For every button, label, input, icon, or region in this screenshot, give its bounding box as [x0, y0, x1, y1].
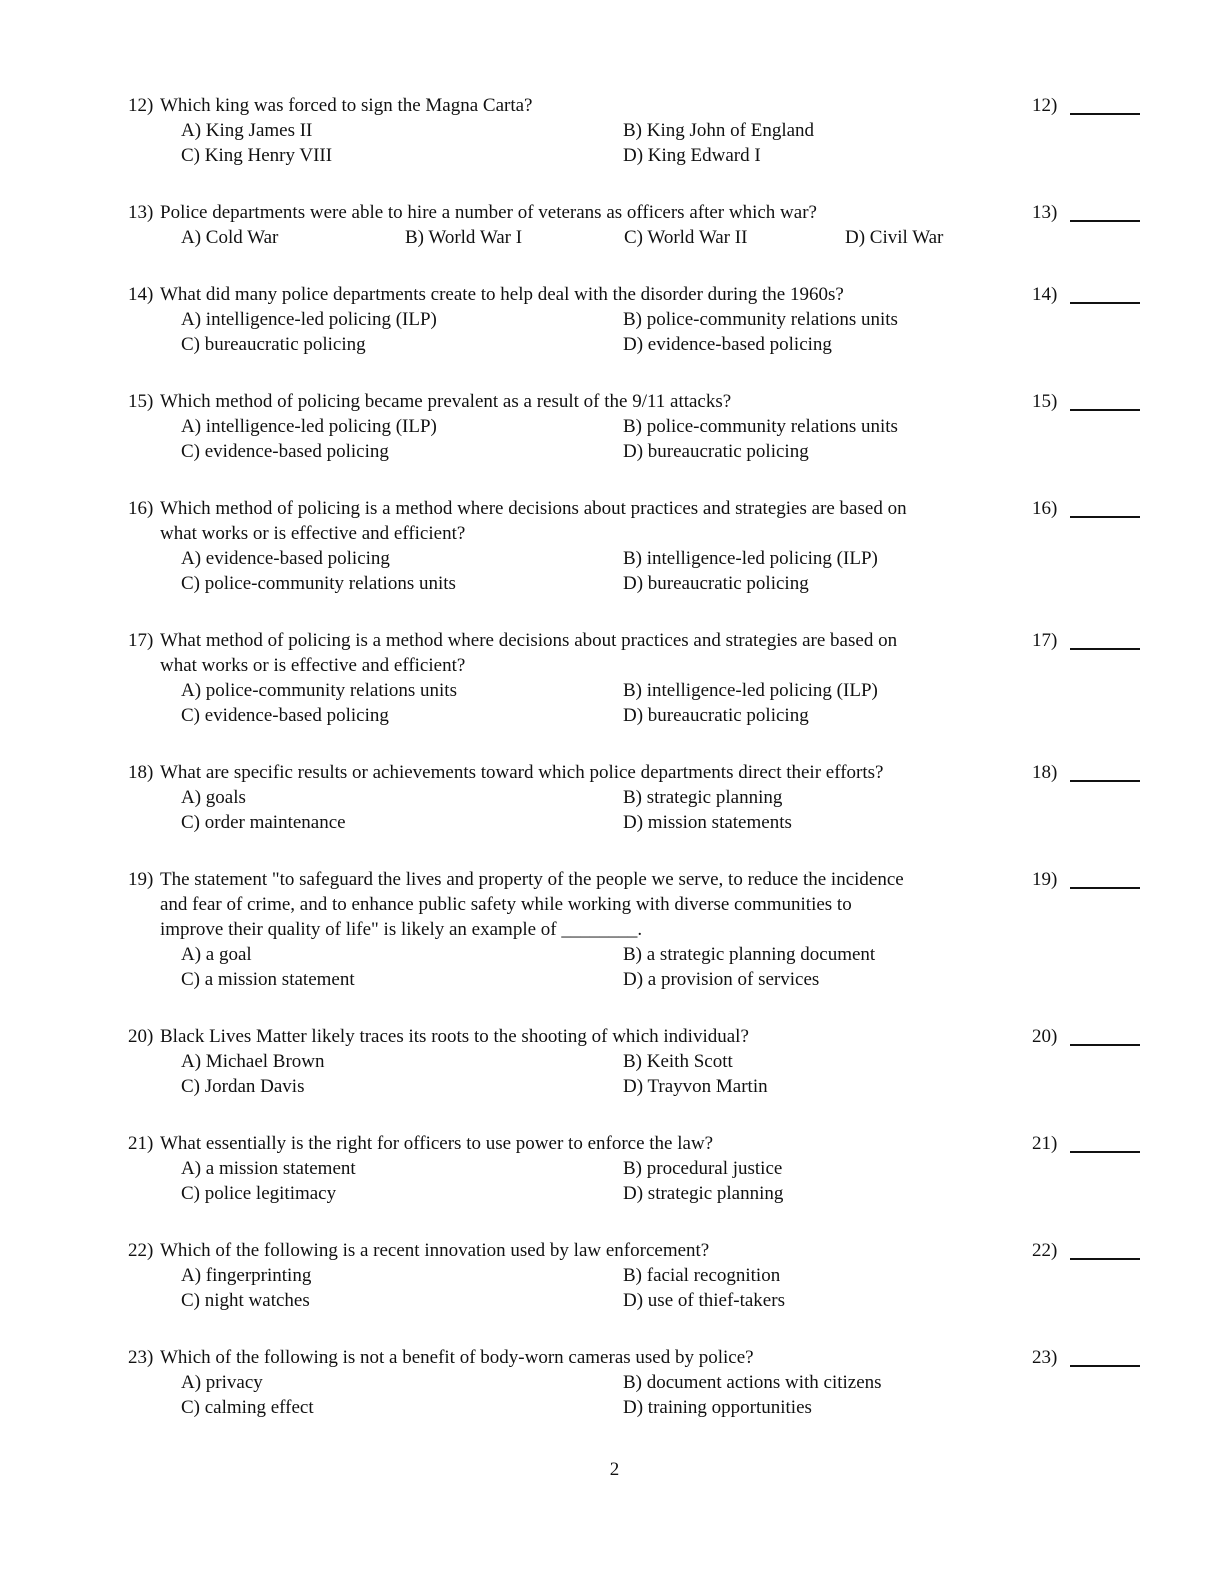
options: [181, 1370, 1021, 1420]
option-c[interactable]: C) police-community relations units: [181, 573, 456, 594]
answer-number: 14): [1032, 284, 1058, 305]
answer-line: [1070, 1044, 1140, 1046]
options: [181, 942, 1021, 992]
option-b[interactable]: B) strategic planning: [623, 787, 783, 808]
options: [181, 546, 1021, 596]
option-c[interactable]: C) evidence-based policing: [181, 705, 389, 726]
question-stem: [128, 200, 1040, 225]
answer-line: [1070, 516, 1140, 518]
question-stem: [128, 867, 1040, 942]
answer-blank[interactable]: [1032, 628, 1142, 653]
option-a[interactable]: A) intelligence-led policing (ILP): [181, 309, 437, 330]
question-number: 20): [128, 1026, 154, 1047]
question-stem: [128, 1024, 1040, 1049]
answer-blank[interactable]: [1032, 200, 1142, 225]
answer-blank[interactable]: [1032, 867, 1142, 892]
option-a[interactable]: A) police-community relations units: [181, 680, 457, 701]
question-number: 22): [128, 1240, 154, 1261]
question-stem: [128, 1238, 1040, 1263]
answer-blank[interactable]: [1032, 1345, 1142, 1370]
answer-blank[interactable]: [1032, 389, 1142, 414]
answer-line: [1070, 887, 1140, 889]
question-20: [128, 1024, 1148, 1099]
stem-line: Which king was forced to sign the Magna Carta?: [160, 95, 533, 116]
option-b[interactable]: B) a strategic planning document: [623, 944, 876, 965]
question-number: 13): [128, 202, 154, 223]
answer-blank[interactable]: [1032, 1131, 1142, 1156]
option-d[interactable]: D) use of thief-takers: [623, 1290, 785, 1311]
stem-line: what works or is effective and efficient?: [160, 523, 466, 544]
option-a[interactable]: A) fingerprinting: [181, 1265, 312, 1286]
option-d[interactable]: D) bureaucratic policing: [623, 441, 809, 462]
option-b[interactable]: B) police-community relations units: [623, 309, 898, 330]
question-stem: [128, 1345, 1040, 1370]
question-14: [128, 282, 1148, 357]
question-22: [128, 1238, 1148, 1313]
option-c[interactable]: C) World War II: [624, 227, 748, 248]
answer-blank[interactable]: [1032, 93, 1142, 118]
question-23: [128, 1345, 1148, 1420]
answer-line: [1070, 1151, 1140, 1153]
question-number: 21): [128, 1133, 154, 1154]
options: [181, 225, 1021, 250]
option-a[interactable]: A) goals: [181, 787, 246, 808]
option-d[interactable]: D) bureaucratic policing: [623, 705, 809, 726]
option-b[interactable]: B) intelligence-led policing (ILP): [623, 548, 878, 569]
stem-line: What essentially is the right for officers to use power to enforce the law?: [160, 1133, 714, 1154]
question-stem: [128, 389, 1040, 414]
option-a[interactable]: A) privacy: [181, 1372, 263, 1393]
answer-number: 12): [1032, 95, 1058, 116]
question-12: [128, 93, 1148, 168]
option-c[interactable]: C) calming effect: [181, 1397, 314, 1418]
answer-blank[interactable]: [1032, 760, 1142, 785]
answer-line: [1070, 409, 1140, 411]
option-c[interactable]: C) police legitimacy: [181, 1183, 337, 1204]
answer-number: 19): [1032, 869, 1058, 890]
question-stem: [128, 760, 1040, 785]
option-c[interactable]: C) Jordan Davis: [181, 1076, 305, 1097]
options: [181, 1263, 1021, 1313]
stem-line: Which method of policing is a method where decisions about practices and strategies are based on: [160, 498, 907, 519]
option-b[interactable]: B) police-community relations units: [623, 416, 898, 437]
answer-number: 15): [1032, 391, 1058, 412]
option-a[interactable]: A) a mission statement: [181, 1158, 356, 1179]
option-c[interactable]: C) night watches: [181, 1290, 310, 1311]
answer-number: 18): [1032, 762, 1058, 783]
answer-number: 20): [1032, 1026, 1058, 1047]
option-c[interactable]: C) bureaucratic policing: [181, 334, 366, 355]
stem-line: What did many police departments create to help deal with the disorder during the 1960s?: [160, 284, 844, 305]
answer-line: [1070, 648, 1140, 650]
stem-line: The statement "to safeguard the lives and property of the people we serve, to reduce the incidence: [160, 869, 904, 890]
answer-number: 21): [1032, 1133, 1058, 1154]
option-d[interactable]: D) a provision of services: [623, 969, 820, 990]
options: [181, 307, 1021, 357]
option-d[interactable]: D) King Edward I: [623, 145, 761, 166]
options: [181, 1049, 1021, 1099]
option-d[interactable]: D) strategic planning: [623, 1183, 784, 1204]
option-b[interactable]: B) World War I: [405, 227, 523, 248]
question-19: [128, 867, 1148, 992]
answer-line: [1070, 220, 1140, 222]
answer-number: 16): [1032, 498, 1058, 519]
option-d[interactable]: D) evidence-based policing: [623, 334, 832, 355]
question-16: [128, 496, 1148, 596]
question-number: 14): [128, 284, 154, 305]
stem-line: what works or is effective and efficient?: [160, 655, 466, 676]
answer-line: [1070, 302, 1140, 304]
option-d[interactable]: D) mission statements: [623, 812, 792, 833]
option-d[interactable]: D) Trayvon Martin: [623, 1076, 768, 1097]
option-a[interactable]: A) a goal: [181, 944, 252, 965]
option-d[interactable]: D) training opportunities: [623, 1397, 812, 1418]
options: [181, 118, 1021, 168]
answer-blank[interactable]: [1032, 496, 1142, 521]
stem-line: What are specific results or achievements toward which police departments direct their efforts?: [160, 762, 884, 783]
stem-line: What method of policing is a method where decisions about practices and strategies are based on: [160, 630, 898, 651]
answer-number: 13): [1032, 202, 1058, 223]
stem-line: Police departments were able to hire a number of veterans as officers after which war?: [160, 202, 817, 223]
option-a[interactable]: A) evidence-based policing: [181, 548, 390, 569]
stem-line: improve their quality of life" is likely an example of ________.: [160, 919, 643, 940]
question-number: 23): [128, 1347, 154, 1368]
options: [181, 1156, 1021, 1206]
question-17: [128, 628, 1148, 728]
question-number: 18): [128, 762, 154, 783]
stem-line: and fear of crime, and to enhance public safety while working with diverse communities to: [160, 894, 852, 915]
page-number: 2: [609, 1459, 620, 1480]
stem-line: Which method of policing became prevalent as a result of the 9/11 attacks?: [160, 391, 732, 412]
option-c[interactable]: C) a mission statement: [181, 969, 355, 990]
question-stem: [128, 93, 1040, 118]
option-b[interactable]: B) intelligence-led policing (ILP): [623, 680, 878, 701]
stem-line: Which of the following is a recent innovation used by law enforcement?: [160, 1240, 710, 1261]
question-stem: [128, 1131, 1040, 1156]
question-number: 17): [128, 630, 154, 651]
answer-line: [1070, 1258, 1140, 1260]
option-d[interactable]: D) bureaucratic policing: [623, 573, 809, 594]
option-c[interactable]: C) order maintenance: [181, 812, 346, 833]
option-c[interactable]: C) evidence-based policing: [181, 441, 389, 462]
answer-blank[interactable]: [1032, 1238, 1142, 1263]
option-b[interactable]: B) Keith Scott: [623, 1051, 733, 1072]
question-number: 12): [128, 95, 154, 116]
options: [181, 414, 1021, 464]
stem-line: Which of the following is not a benefit of body-worn cameras used by police?: [160, 1347, 754, 1368]
question-number: 16): [128, 498, 154, 519]
option-d[interactable]: D) Civil War: [845, 227, 944, 248]
option-a[interactable]: A) Cold War: [181, 227, 279, 248]
answer-number: 23): [1032, 1347, 1058, 1368]
option-a[interactable]: A) intelligence-led policing (ILP): [181, 416, 437, 437]
question-13: [128, 200, 1148, 250]
question-number: 19): [128, 869, 154, 890]
option-b[interactable]: B) facial recognition: [623, 1265, 781, 1286]
options: [181, 785, 1021, 835]
option-a[interactable]: A) King James II: [181, 120, 313, 141]
answer-line: [1070, 780, 1140, 782]
answer-line: [1070, 1365, 1140, 1367]
question-stem: [128, 628, 1040, 678]
option-b[interactable]: B) document actions with citizens: [623, 1372, 882, 1393]
answer-number: 22): [1032, 1240, 1058, 1261]
option-c[interactable]: C) King Henry VIII: [181, 145, 333, 166]
question-21: [128, 1131, 1148, 1206]
answer-number: 17): [1032, 630, 1058, 651]
options: [181, 678, 1021, 728]
question-number: 15): [128, 391, 154, 412]
question-stem: [128, 282, 1040, 307]
option-a[interactable]: A) Michael Brown: [181, 1051, 325, 1072]
answer-blank[interactable]: [1032, 282, 1142, 307]
question-18: [128, 760, 1148, 835]
question-stem: [128, 496, 1040, 546]
option-b[interactable]: B) procedural justice: [623, 1158, 783, 1179]
question-15: [128, 389, 1148, 464]
answer-line: [1070, 113, 1140, 115]
stem-line: Black Lives Matter likely traces its roots to the shooting of which individual?: [160, 1026, 749, 1047]
option-b[interactable]: B) King John of England: [623, 120, 815, 141]
answer-blank[interactable]: [1032, 1024, 1142, 1049]
